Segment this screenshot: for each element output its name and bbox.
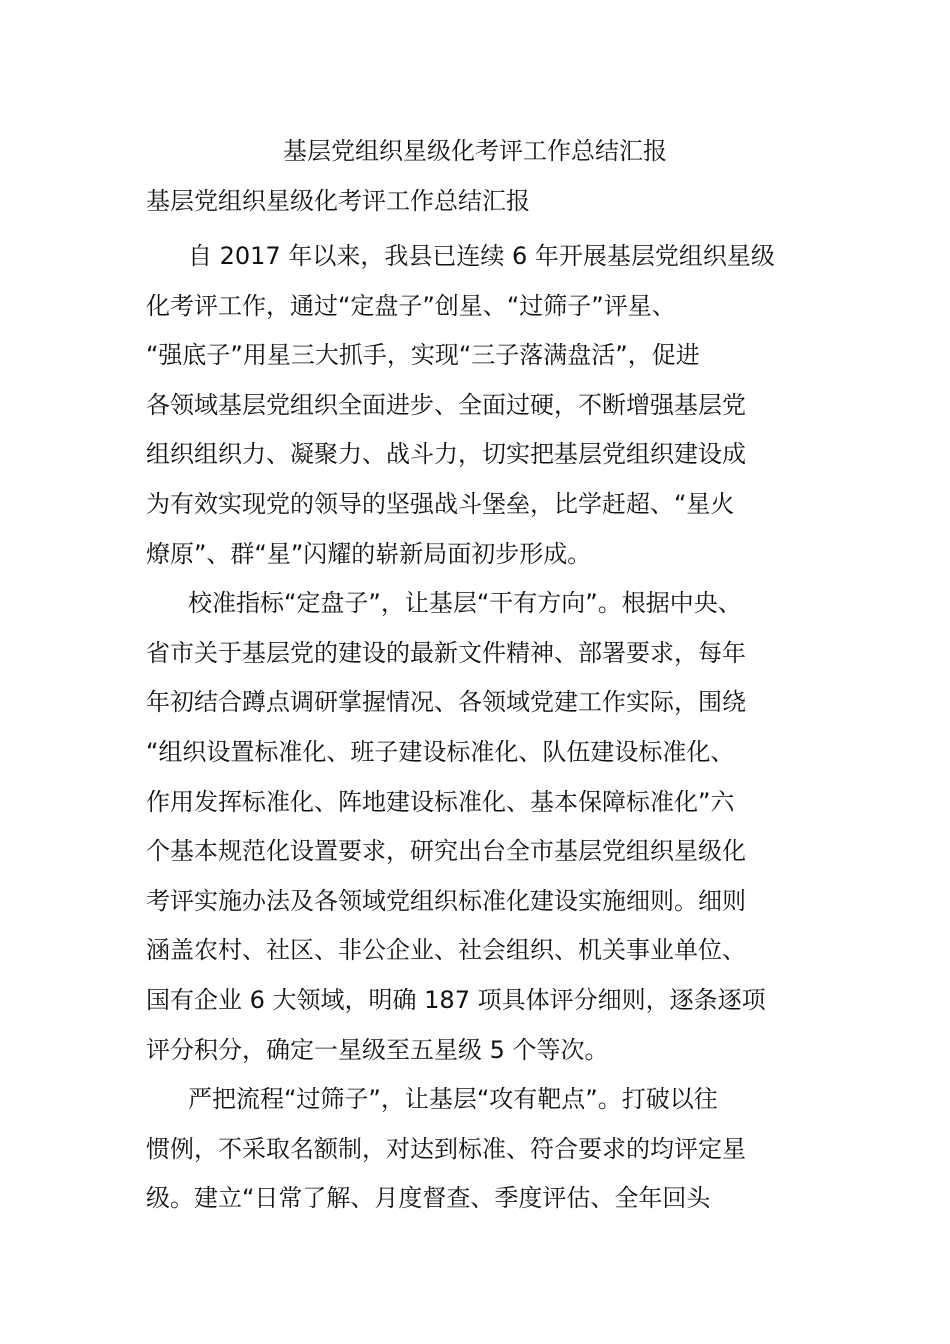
document-subtitle: 基层党组织星级化考评工作总结汇报 <box>146 187 530 215</box>
paragraph-line: 作用发挥标准化、阵地建设标准化、基本保障标准化”六 <box>146 787 735 816</box>
paragraph-strict-process <box>146 1075 826 1224</box>
paragraph-line: 级。建立“日常了解、月度督查、季度评估、全年回头 <box>146 1184 711 1213</box>
paragraph-line: “强底子”用星三大抓手，实现“三子落满盘活”，促进 <box>146 341 700 370</box>
paragraph-line: 考评实施办法及各领域党组织标准化建设实施细则。细则 <box>146 886 746 915</box>
paragraph-intro <box>146 232 826 579</box>
paragraph-line: 校准指标“定盘子”，让基层“干有方向”。根据中央、 <box>188 589 742 618</box>
paragraph-line: 各领域基层党组织全面进步、全面过硬，不断增强基层党 <box>146 390 746 419</box>
paragraph-line: 国有企业 6 大领域，明确 187 项具体评分细则，逐条逐项 <box>146 985 766 1014</box>
document-title: 基层党组织星级化考评工作总结汇报 <box>283 137 667 165</box>
paragraph-line: 个基本规范化设置要求，研究出台全市基层党组织星级化 <box>146 837 746 866</box>
document-body <box>146 232 826 1224</box>
paragraph-line: 组织组织力、凝聚力、战斗力，切实把基层党组织建设成 <box>146 440 746 469</box>
paragraph-line: 惯例，不采取名额制，对达到标准、符合要求的均评定星 <box>146 1134 746 1163</box>
paragraph-line: 燎原”、群“星”闪耀的崭新局面初步形成。 <box>146 539 592 568</box>
paragraph-calibrate-indicators <box>146 579 826 1075</box>
paragraph-line: 化考评工作，通过“定盘子”创星、“过筛子”评星、 <box>146 291 676 320</box>
paragraph-line: “组织设置标准化、班子建设标准化、队伍建设标准化、 <box>146 737 735 766</box>
paragraph-line: 自 2017 年以来，我县已连续 6 年开展基层党组织星级 <box>188 242 775 270</box>
paragraph-line: 涵盖农村、社区、非公企业、社会组织、机关事业单位、 <box>146 936 746 965</box>
paragraph-line: 省市关于基层党的建设的最新文件精神、部署要求，每年 <box>146 638 746 667</box>
paragraph-line: 评分积分，确定一星级至五星级 5 个等次。 <box>146 1035 609 1064</box>
paragraph-line: 为有效实现党的领导的坚强战斗堡垒，比学赶超、“星火 <box>146 489 735 518</box>
paragraph-line: 严把流程“过筛子”，让基层“攻有靶点”。打破以往 <box>188 1085 718 1114</box>
paragraph-line: 年初结合蹲点调研掌握情况、各领域党建工作实际，围绕 <box>146 688 746 717</box>
